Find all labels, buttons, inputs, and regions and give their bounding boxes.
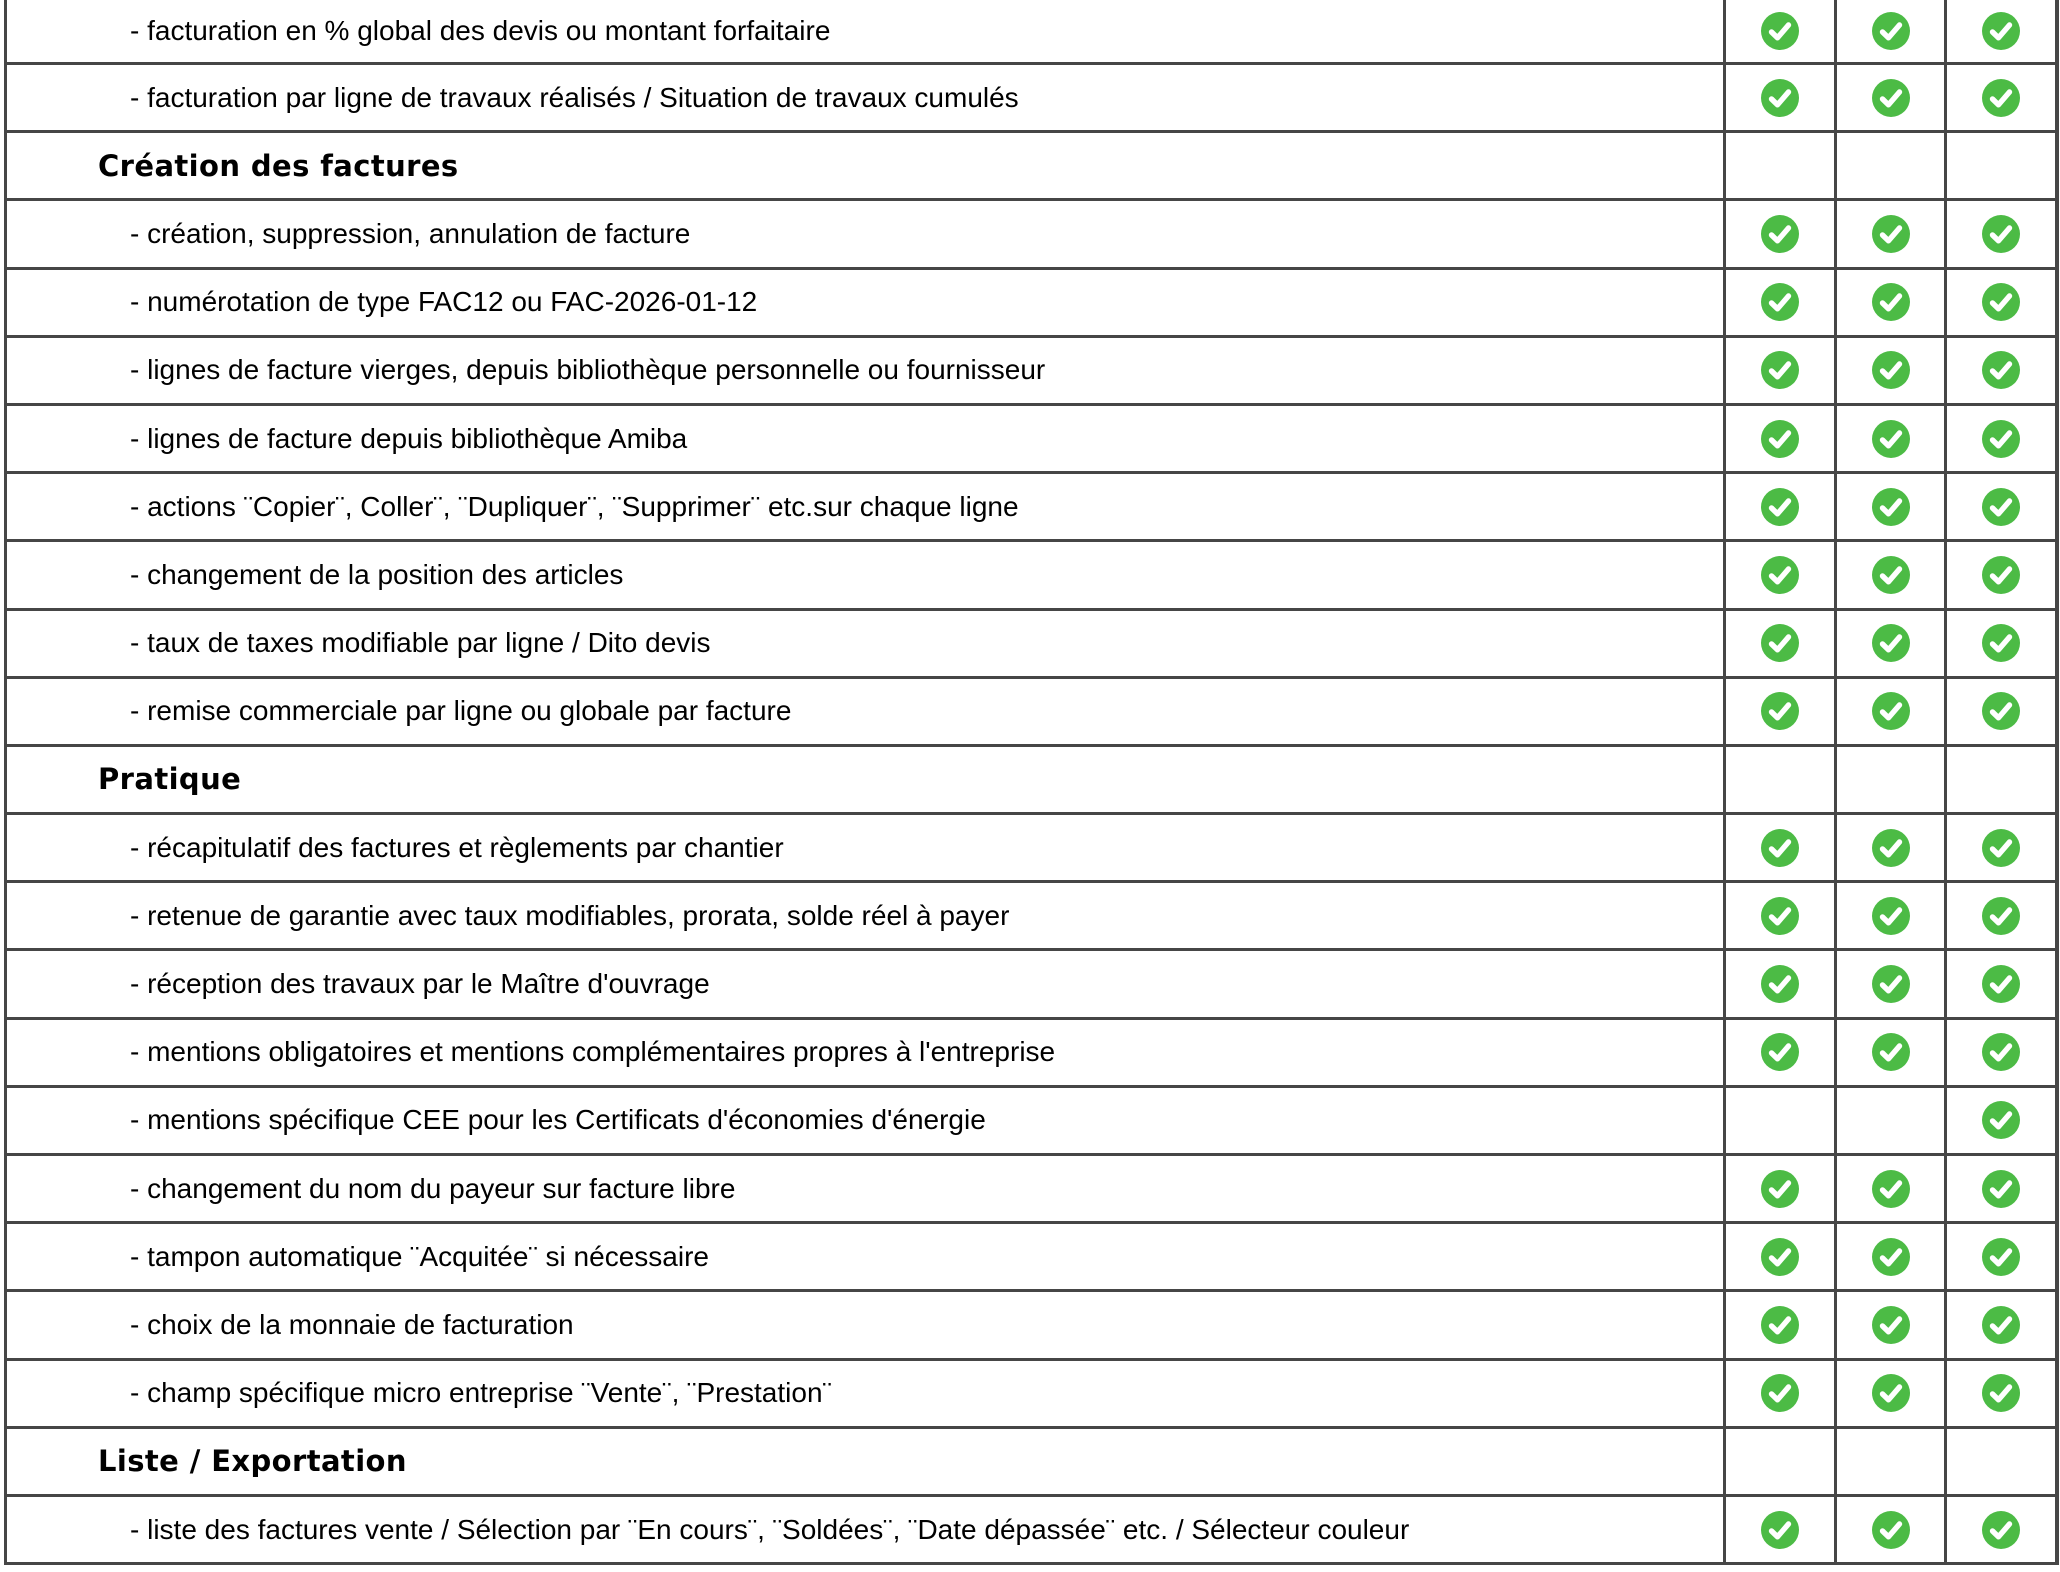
check-cell xyxy=(1834,1088,1945,1153)
feature-label: - actions ¨Copier¨, Coller¨, ¨Dupliquer¨, ¨Supprimer¨ etc.sur chaque ligne xyxy=(130,490,1019,522)
check-cell xyxy=(1944,65,2055,130)
check-icon xyxy=(1982,1511,2020,1549)
check-cell xyxy=(1723,1224,1834,1289)
check-cell xyxy=(1723,406,1834,471)
feature-label: - mentions spécifique CEE pour les Certificats d'économies d'énergie xyxy=(130,1104,986,1136)
check-cell xyxy=(1944,679,2055,744)
check-cell xyxy=(1944,338,2055,403)
feature-label: - retenue de garantie avec taux modifiables, prorata, solde réel à payer xyxy=(130,899,1010,931)
feature-label: - tampon automatique ¨Acquitée¨ si nécessaire xyxy=(130,1240,709,1272)
check-cell xyxy=(1834,65,1945,130)
check-icon xyxy=(1872,488,1910,526)
feature-row xyxy=(7,1224,2055,1292)
check-icon xyxy=(1872,79,1910,117)
check-cell xyxy=(1723,1429,1834,1494)
feature-row xyxy=(7,815,2055,883)
check-icon xyxy=(1761,420,1799,458)
check-cell xyxy=(1723,611,1834,676)
check-icon xyxy=(1982,829,2020,867)
check-cell xyxy=(1834,951,1945,1016)
check-cell xyxy=(1834,1497,1945,1562)
check-icon xyxy=(1761,692,1799,730)
check-cell xyxy=(1944,1088,2055,1153)
check-cell xyxy=(1834,1292,1945,1357)
check-cell xyxy=(1723,0,1834,62)
feature-row xyxy=(7,1497,2055,1565)
feature-label: - mentions obligatoires et mentions complémentaires propres à l'entreprise xyxy=(130,1036,1056,1068)
check-cell xyxy=(1944,0,2055,62)
check-icon xyxy=(1761,624,1799,662)
check-icon xyxy=(1761,79,1799,117)
check-icon xyxy=(1982,897,2020,935)
check-icon xyxy=(1872,1306,1910,1344)
check-cell xyxy=(1834,542,1945,607)
check-cell xyxy=(1944,747,2055,812)
check-cell xyxy=(1723,1497,1834,1562)
check-icon xyxy=(1872,829,1910,867)
check-cell xyxy=(1723,1361,1834,1426)
feature-row xyxy=(7,406,2055,474)
check-cell xyxy=(1944,1292,2055,1357)
check-cell xyxy=(1834,883,1945,948)
check-icon xyxy=(1761,1170,1799,1208)
check-cell xyxy=(1723,1292,1834,1357)
check-icon xyxy=(1872,1374,1910,1412)
check-icon xyxy=(1982,420,2020,458)
check-icon xyxy=(1872,1238,1910,1276)
feature-comparison-table xyxy=(4,0,2059,1565)
feature-row xyxy=(7,0,2055,65)
check-cell xyxy=(1723,815,1834,880)
check-icon xyxy=(1982,556,2020,594)
check-cell xyxy=(1723,65,1834,130)
check-cell xyxy=(1723,679,1834,744)
check-cell xyxy=(1834,747,1945,812)
feature-label: - liste des factures vente / Sélection par ¨En cours¨, ¨Soldées¨, ¨Date dépassée¨ etc. / Sélecteur couleur xyxy=(130,1513,1410,1545)
check-icon xyxy=(1761,1238,1799,1276)
check-cell xyxy=(1723,270,1834,335)
check-icon xyxy=(1761,351,1799,389)
feature-label: - choix de la monnaie de facturation xyxy=(130,1308,574,1340)
check-icon xyxy=(1982,79,2020,117)
check-icon xyxy=(1872,420,1910,458)
check-cell xyxy=(1723,338,1834,403)
check-cell xyxy=(1944,542,2055,607)
feature-label: - taux de taxes modifiable par ligne / Dito devis xyxy=(130,627,711,659)
check-cell xyxy=(1723,747,1834,812)
check-cell xyxy=(1944,883,2055,948)
check-icon xyxy=(1982,1238,2020,1276)
feature-row xyxy=(7,65,2055,133)
check-cell xyxy=(1723,474,1834,539)
feature-label: - création, suppression, annulation de facture xyxy=(130,217,691,249)
check-cell xyxy=(1834,338,1945,403)
check-cell xyxy=(1723,542,1834,607)
check-icon xyxy=(1872,215,1910,253)
check-cell xyxy=(1834,474,1945,539)
check-icon xyxy=(1872,897,1910,935)
check-cell xyxy=(1944,1361,2055,1426)
feature-row xyxy=(7,951,2055,1019)
check-cell xyxy=(1834,133,1945,198)
check-icon xyxy=(1761,556,1799,594)
check-icon xyxy=(1872,692,1910,730)
check-icon xyxy=(1982,1374,2020,1412)
check-cell xyxy=(1834,815,1945,880)
check-icon xyxy=(1982,283,2020,321)
check-cell xyxy=(1944,1224,2055,1289)
check-icon xyxy=(1761,1374,1799,1412)
check-icon xyxy=(1872,1170,1910,1208)
check-icon xyxy=(1872,12,1910,50)
check-cell xyxy=(1944,201,2055,266)
check-icon xyxy=(1761,215,1799,253)
feature-label: - champ spécifique micro entreprise ¨Vente¨, ¨Prestation¨ xyxy=(130,1377,832,1409)
feature-row xyxy=(7,1292,2055,1360)
feature-row xyxy=(7,679,2055,747)
check-icon xyxy=(1872,1511,1910,1549)
feature-label: - récapitulatif des factures et règlements par chantier xyxy=(130,831,784,863)
check-icon xyxy=(1761,829,1799,867)
check-icon xyxy=(1872,624,1910,662)
check-icon xyxy=(1872,965,1910,1003)
check-icon xyxy=(1982,624,2020,662)
check-cell xyxy=(1834,1224,1945,1289)
section-row xyxy=(7,747,2055,815)
check-cell xyxy=(1944,951,2055,1016)
check-icon xyxy=(1982,1306,2020,1344)
check-icon xyxy=(1761,1511,1799,1549)
feature-row xyxy=(7,338,2055,406)
check-icon xyxy=(1872,283,1910,321)
feature-row xyxy=(7,542,2055,610)
check-icon xyxy=(1982,215,2020,253)
check-cell xyxy=(1944,1020,2055,1085)
feature-row xyxy=(7,270,2055,338)
check-icon xyxy=(1982,1170,2020,1208)
check-cell xyxy=(1723,1020,1834,1085)
feature-row xyxy=(7,1088,2055,1156)
feature-label: - changement de la position des articles xyxy=(130,558,624,590)
check-cell xyxy=(1944,611,2055,676)
check-cell xyxy=(1834,201,1945,266)
check-icon xyxy=(1761,1306,1799,1344)
check-cell xyxy=(1723,201,1834,266)
feature-label: - lignes de facture depuis bibliothèque Amiba xyxy=(130,422,688,454)
feature-label: - réception des travaux par le Maître d'ouvrage xyxy=(130,968,710,1000)
section-title: Création des factures xyxy=(98,148,459,183)
check-cell xyxy=(1723,1156,1834,1221)
feature-row xyxy=(7,201,2055,269)
check-icon xyxy=(1872,556,1910,594)
check-cell xyxy=(1944,133,2055,198)
check-icon xyxy=(1982,12,2020,50)
check-cell xyxy=(1834,1429,1945,1494)
check-cell xyxy=(1834,270,1945,335)
check-icon xyxy=(1761,283,1799,321)
section-row xyxy=(7,1429,2055,1497)
feature-label: - facturation en % global des devis ou montant forfaitaire xyxy=(130,15,831,46)
feature-label: - facturation par ligne de travaux réalisés / Situation de travaux cumulés xyxy=(130,81,1019,113)
feature-label: - changement du nom du payeur sur facture libre xyxy=(130,1172,736,1204)
check-icon xyxy=(1872,1033,1910,1071)
section-title: Pratique xyxy=(98,762,242,797)
check-cell xyxy=(1944,474,2055,539)
feature-label: - remise commerciale par ligne ou globale par facture xyxy=(130,695,792,727)
check-cell xyxy=(1834,0,1945,62)
check-cell xyxy=(1944,1429,2055,1494)
check-icon xyxy=(1761,12,1799,50)
feature-row xyxy=(7,1156,2055,1224)
section-title: Liste / Exportation xyxy=(98,1444,407,1479)
check-icon xyxy=(1982,965,2020,1003)
check-cell xyxy=(1944,1497,2055,1562)
feature-row xyxy=(7,474,2055,542)
check-cell xyxy=(1944,815,2055,880)
check-icon xyxy=(1982,1101,2020,1139)
check-icon xyxy=(1761,1033,1799,1071)
check-cell xyxy=(1834,406,1945,471)
check-cell xyxy=(1834,1020,1945,1085)
check-icon xyxy=(1982,1033,2020,1071)
check-cell xyxy=(1834,611,1945,676)
check-cell xyxy=(1723,883,1834,948)
check-cell xyxy=(1723,133,1834,198)
check-cell xyxy=(1723,951,1834,1016)
check-cell xyxy=(1944,406,2055,471)
feature-row xyxy=(7,611,2055,679)
check-cell xyxy=(1944,270,2055,335)
check-icon xyxy=(1761,965,1799,1003)
section-row xyxy=(7,133,2055,201)
feature-label: - numérotation de type FAC12 ou FAC-2026-01-12 xyxy=(130,286,758,318)
check-cell xyxy=(1944,1156,2055,1221)
feature-row xyxy=(7,1020,2055,1088)
feature-label: - lignes de facture vierges, depuis bibliothèque personnelle ou fournisseur xyxy=(130,354,1046,386)
check-icon xyxy=(1982,488,2020,526)
check-icon xyxy=(1982,692,2020,730)
check-icon xyxy=(1982,351,2020,389)
check-cell xyxy=(1834,679,1945,744)
check-cell xyxy=(1723,1088,1834,1153)
feature-row xyxy=(7,1361,2055,1429)
check-cell xyxy=(1834,1156,1945,1221)
check-icon xyxy=(1872,351,1910,389)
check-icon xyxy=(1761,488,1799,526)
check-cell xyxy=(1834,1361,1945,1426)
feature-row xyxy=(7,883,2055,951)
check-icon xyxy=(1761,897,1799,935)
